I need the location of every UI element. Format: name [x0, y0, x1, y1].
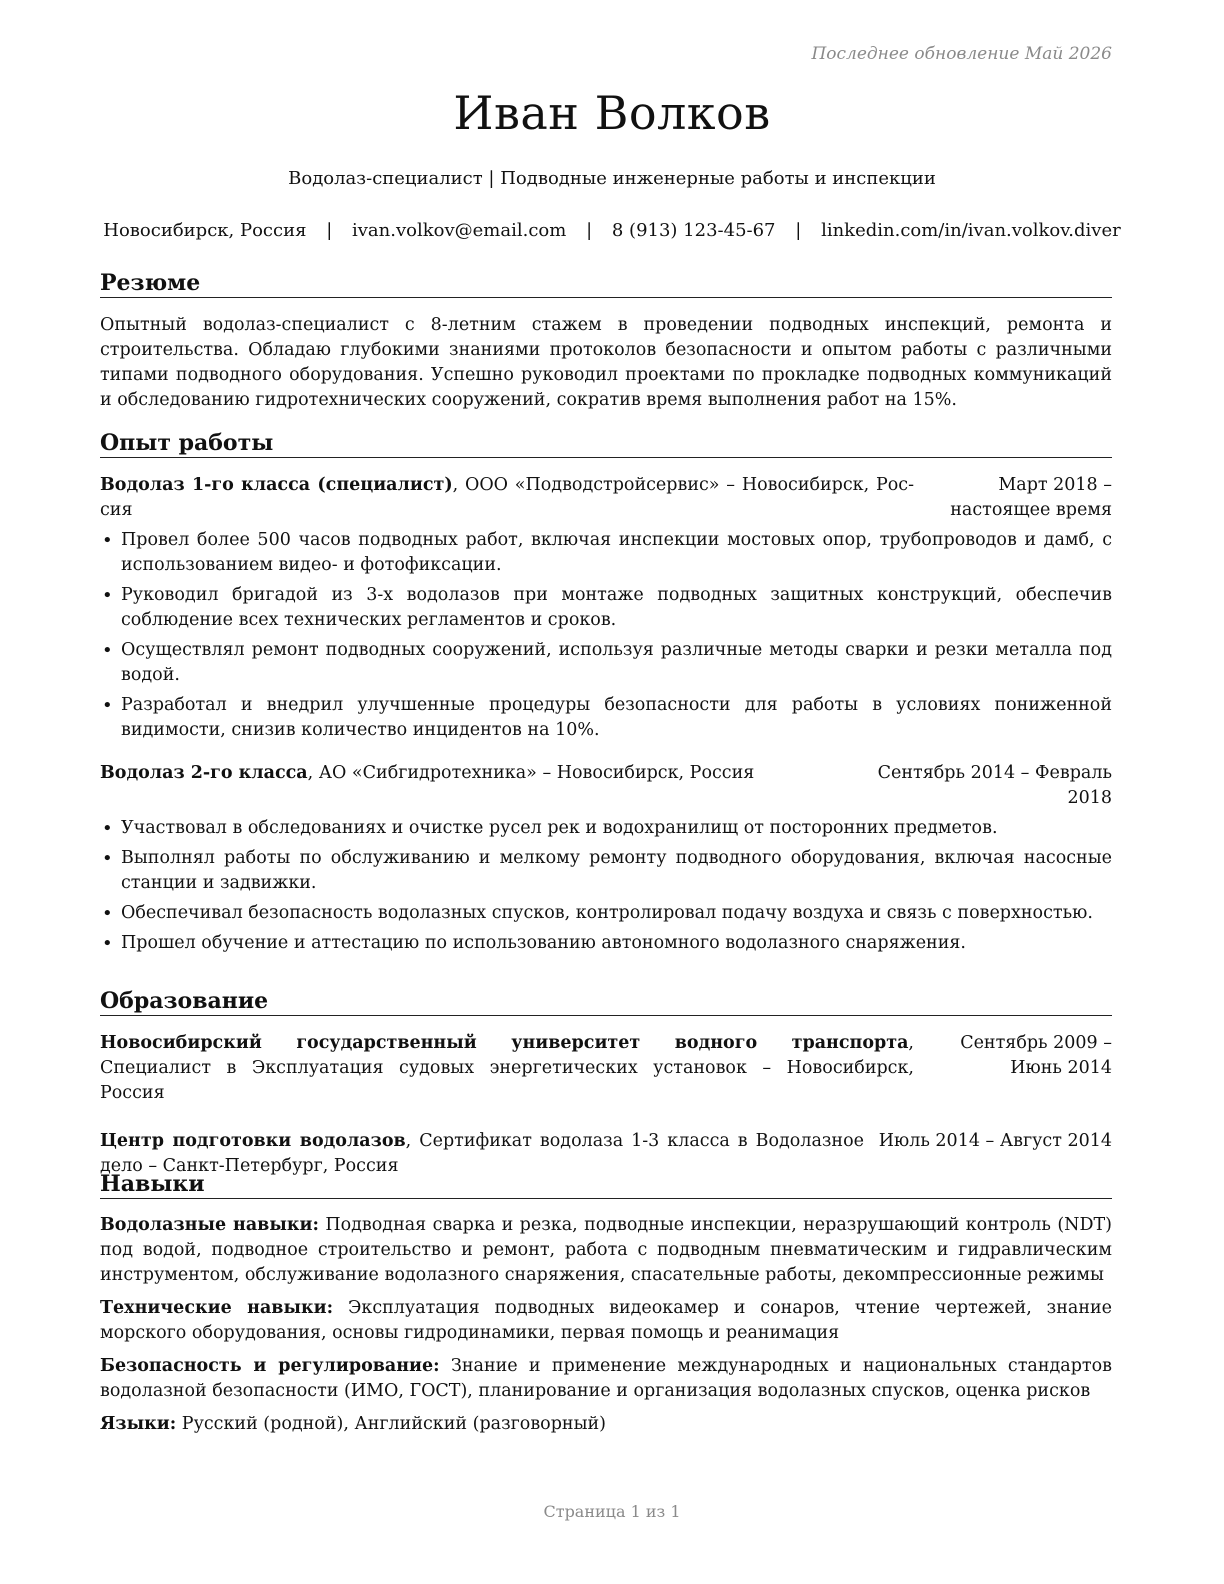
- education-dates: Сентябрь 2009 – Июнь 2014: [960, 1033, 1112, 1078]
- skill-text: Подводная сварка и резка, подводные инспекции, неразрушающий контроль (NDT) под водой, подводное строительство и ремонт, работа с подводным пневматическим и гидравлическим инструментом, обслуживание водолазного снаряжения, спасательные работы, декомпрессионные режимы: [100, 1215, 1112, 1285]
- skill-text: Знание и применение международных и национальных стандартов водолазной безопасности (ИМО, ГОСТ), планирование и организация водолазных спусков, оценка рисков: [100, 1356, 1112, 1401]
- skills-section: [100, 1171, 1112, 1445]
- job-bullets: [100, 528, 1112, 743]
- contact-separator: |: [586, 220, 593, 241]
- section-title-summary: Резюме: [100, 270, 1112, 298]
- education-detail: , Сертификат водолаза 1-3 класса в Водолазное дело – Санкт-Петербург, Россия: [100, 1131, 864, 1176]
- summary-section: [100, 270, 1112, 413]
- page-number: Страница 1 из 1: [543, 1502, 681, 1521]
- experience-section: [100, 430, 1112, 961]
- section-title-education: Образование: [100, 988, 1112, 1016]
- section-title-skills: Навыки: [100, 1171, 1112, 1199]
- job-title-line: [100, 473, 922, 523]
- education-title-line: [100, 1031, 922, 1106]
- education-school: Новосибирский государственный университет водного транспорта: [100, 1033, 909, 1053]
- skill-label: Языки:: [100, 1414, 177, 1434]
- contact-separator: |: [326, 220, 333, 241]
- skill-text: Эксплуатация подводных видеокамер и сонаров, чтение чертежей, знание морского оборудования, основы гидродинамики, первая помощь и реанимация: [100, 1298, 1113, 1343]
- job-company: , ООО «Подводстройсервис» – Новосибирск, Россия: [100, 475, 915, 520]
- job-dates: Сентябрь 2014 – Февраль 2018: [877, 763, 1112, 808]
- candidate-name: Иван Волков: [453, 86, 771, 140]
- education-dates: Июль 2014 – Август 2014: [878, 1131, 1112, 1151]
- education-section: [100, 988, 1112, 1179]
- job-role: Водолаз 1-го класса (специалист): [100, 475, 453, 495]
- skill-text: Русский (родной), Английский (разговорный): [176, 1414, 607, 1434]
- tagline: Водолаз-специалист | Подводные инженерные работы и инспекции: [288, 168, 936, 189]
- list-item: • Провел более 500 часов подводных работ, включая инспекции мостовых опор, трубопроводов и дамб, с использованием видео- и фотофиксации.: [100, 528, 1112, 578]
- job-role: Водолаз 2-го класса: [100, 763, 308, 783]
- list-item: • Обеспечивал безопасность водолазных спусков, контролировал подачу воздуха и связь с поверхностью.: [100, 901, 1112, 926]
- job-dates: Март 2018 – настоящее время: [950, 475, 1112, 520]
- contact-linkedin[interactable]: linkedin.com/in/ivan.volkov.diver: [821, 220, 1121, 241]
- skill-item: [100, 1412, 1112, 1437]
- contact-line: [0, 220, 1224, 241]
- list-item: • Участвовал в обследованиях и очистке русел рек и водохранилищ от посторонних предметов.: [100, 816, 1112, 841]
- job-company: , АО «Сибгидротехника» – Новосибирск, Россия: [307, 763, 755, 783]
- section-title-experience: Опыт работы: [100, 430, 1112, 458]
- education-entry: [100, 1031, 1112, 1106]
- education-detail: , Специалист в Эксплуатация судовых энергетических установок – Новосибирск, Россия: [100, 1033, 914, 1103]
- job-bullets: [100, 816, 1112, 956]
- job-header: [100, 761, 1112, 811]
- skill-label: Технические навыки:: [100, 1298, 334, 1318]
- contact-separator: |: [795, 220, 802, 241]
- skill-item: [100, 1296, 1112, 1346]
- job-entry: [100, 761, 1112, 956]
- skill-item: [100, 1354, 1112, 1404]
- education-school: Центр подготовки водолазов: [100, 1131, 406, 1151]
- job-header: [100, 473, 1112, 523]
- skills-list: [100, 1213, 1112, 1437]
- skill-label: Водолазные навыки:: [100, 1215, 319, 1235]
- list-item: • Разработал и внедрил улучшенные процедуры безопасности для работы в условиях пониженной видимости, снизив количество инцидентов на 10%.: [100, 693, 1112, 743]
- skill-label: Безопасность и регулирование:: [100, 1356, 440, 1376]
- contact-location: Новосибирск, Россия: [103, 220, 307, 241]
- job-title-line: [100, 761, 872, 811]
- contact-phone[interactable]: 8 (913) 123-45-67: [611, 220, 776, 241]
- list-item: • Руководил бригадой из 3-х водолазов при монтаже подводных защитных конструкций, обеспечив соблюдение всех технических регламентов и сроков.: [100, 583, 1112, 633]
- list-item: • Прошел обучение и аттестацию по использованию автономного водолазного снаряжения.: [100, 931, 1112, 956]
- skill-item: [100, 1213, 1112, 1288]
- last-updated: Последнее обновление Май 2026: [811, 44, 1112, 64]
- contact-email[interactable]: ivan.volkov@email.com: [352, 220, 567, 241]
- list-item: • Осуществлял ремонт подводных сооружений, используя различные методы сварки и резки металла под водой.: [100, 638, 1112, 688]
- job-entry: [100, 473, 1112, 743]
- list-item: • Выполнял работы по обслуживанию и мелкому ремонту подводного оборудования, включая насосные станции и задвижки.: [100, 846, 1112, 896]
- summary-text: Опытный водолаз-специалист с 8-летним стажем в проведении подводных инспекций, ремонта и строительства. Обладаю глубокими знаниями протоколов безопасности и опытом работы с различными типами подводного оборудования. Успешно руководил проектами по прокладке подводных коммуникаций и обследованию гидротехнических сооружений, сократив время выполнения работ на 15%.: [100, 315, 1112, 410]
